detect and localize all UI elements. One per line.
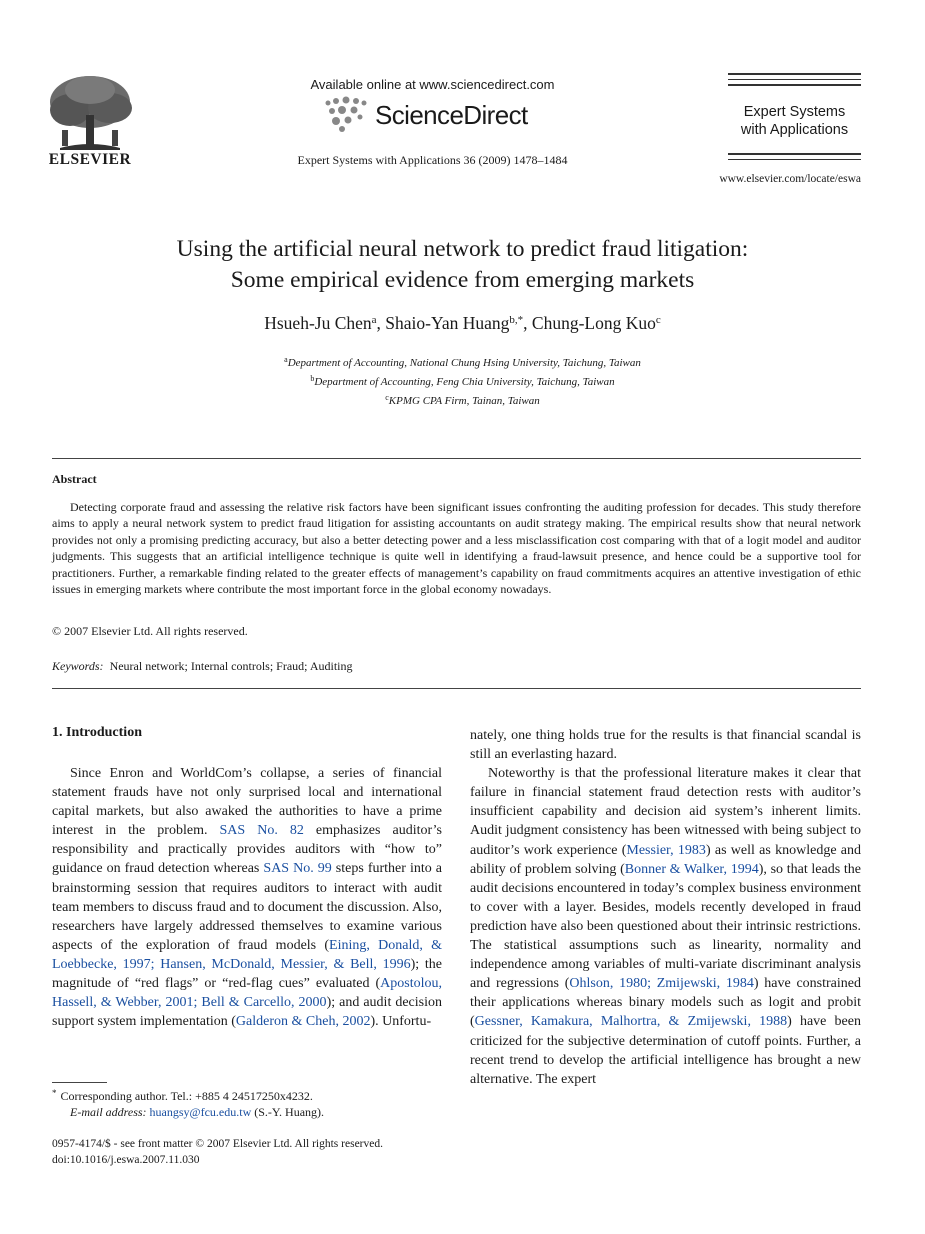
title-line1: Using the artificial neural network to predict fraud litigation: xyxy=(176,236,749,262)
affiliation-marker: a xyxy=(284,355,288,364)
body-text: Since Enron and WorldCom’s collapse, a series of financial statement frauds have not only surprised local and international capital markets, but also awaked the authorities to have a prime interest in the problem. xyxy=(52,766,442,839)
body-text: ) have constrained their applications whereas binary models such as logit and probit ( xyxy=(470,976,861,1030)
keywords xyxy=(52,659,353,674)
author-separator: , xyxy=(376,313,386,333)
article-title xyxy=(60,234,865,296)
footnote-email-link[interactable]: huangsy@fcu.edu.tw xyxy=(149,1105,252,1119)
issn-line: 0957-4174/$ - see front matter © 2007 Elsevier Ltd. All rights reserved. xyxy=(52,1138,383,1150)
affiliation-text: Department of Accounting, National Chung Hsing University, Taichung, Taiwan xyxy=(287,357,641,369)
citation-link[interactable]: Eining, Donald, & Loebbecke, 1997; Hansen, McDonald, Messier, & Bell, 1996 xyxy=(52,937,442,972)
body-text: steps further into a brainstorming session that requires auditors to interact with audit team members to discuss fraud and to document the discussion. Also, researchers have largely addressed themselves to examine various aspects of the exploration of fraud models ( xyxy=(52,861,442,953)
footnote-corresponding-text: Corresponding author. Tel.: +885 4 24517250x4232. xyxy=(60,1089,313,1103)
affiliation-text: KPMG CPA Firm, Tainan, Taiwan xyxy=(388,395,540,407)
author-affil-marker[interactable]: c xyxy=(655,314,661,326)
body-text: ), so that leads the audit decisions encountered in today’s complex business environment to cover with a layer. Besides, models recently developed in fraud prediction have also been questioned about their intrinsic restrictions. The statistical assumptions such as linearity, normality and independence among variables of multi-variate discriminant analysis and regressions ( xyxy=(470,861,861,992)
footnote-rule xyxy=(52,1082,107,1083)
journal-citation: Expert Systems with Applications 36 (2009) 1478–1484 xyxy=(297,153,568,167)
body-text: ) as well as knowledge and ability of problem solving ( xyxy=(470,842,862,877)
intro-right-column xyxy=(470,726,861,1089)
journal-header-rules-bottom xyxy=(728,153,861,164)
abstract-top-divider xyxy=(52,458,861,459)
affiliation-marker: b xyxy=(310,374,315,383)
author-name: Shaio-Yan Huang xyxy=(385,313,510,333)
author-affil-marker[interactable]: a xyxy=(371,314,377,326)
affiliation-marker: c xyxy=(385,393,389,402)
abstract-bottom-divider xyxy=(52,688,861,689)
right-para-noteworthy xyxy=(470,764,861,1089)
author-name: Chung-Long Kuo xyxy=(531,313,656,333)
citation-link[interactable]: Messier, 1983 xyxy=(626,842,706,858)
footnote-corresponding xyxy=(52,1085,324,1104)
section-heading: 1. Introduction xyxy=(52,725,142,740)
intro-left-column xyxy=(52,764,442,1031)
author-name: Hsueh-Ju Chen xyxy=(264,313,372,333)
body-text: ). Unfortu- xyxy=(370,1014,432,1030)
affiliations xyxy=(60,352,865,409)
affiliation-item xyxy=(60,371,865,390)
journal-url-link[interactable]: www.elsevier.com/locate/eswa xyxy=(719,173,861,185)
journal-name xyxy=(728,103,861,139)
affiliation-item xyxy=(60,390,865,409)
front-matter xyxy=(52,1137,383,1168)
citation-link[interactable]: Apostolou, Hassell, & Webber, 2001; Bell & Carcello, 2000 xyxy=(52,976,442,1011)
footnote xyxy=(52,1085,324,1120)
author-affil-marker[interactable]: b,* xyxy=(509,314,524,326)
author-separator: , xyxy=(523,313,532,333)
citation-link[interactable]: SAS No. 82 xyxy=(219,823,304,839)
journal-header-rules-top xyxy=(728,73,861,90)
right-para-continuation: nately, one thing holds true for the results is that financial scandal is still an everlasting hazard. xyxy=(470,728,861,763)
footnote-email-line xyxy=(52,1104,324,1120)
body-text: ); and audit decision support system implementation ( xyxy=(52,995,442,1030)
body-text: ); the magnitude of “red flags” or “red-flag cues” evaluated ( xyxy=(52,956,442,992)
abstract-text: Detecting corporate fraud and assessing the relative risk factors have been significant issues confronting the auditing profession for decades. This study therefore aims to apply a neural network system to predict fraud litigation for assisting accountants on audit strategy making. The empirical results show that neural network provides not only a promising predicting accuracy, but also a better detecting power and a less misclassification cost comparing with that of a logit model and auditor judgments. This suggests that an artificial intelligence technique is quite well in identifying a fraud-lawsuit presence, and hence could be a supportive tool for practitioners. Further, a remarkable finding related to the greater effects of management’s capability on fraud commitments acquires an attentive investigation of ethic issues in emerging markets where contribute the most important force in the global economy nowadays. xyxy=(52,500,861,597)
citation-link[interactable]: Galderon & Cheh, 2002 xyxy=(235,1014,371,1030)
keywords-label: Keywords: xyxy=(52,659,104,673)
citation-link[interactable]: Gessner, Kamakura, Malhortra, & Zmijewski, 1988 xyxy=(474,1014,788,1030)
title-line2: Some empirical evidence from emerging markets xyxy=(230,267,695,293)
available-online[interactable]: Available online at www.sciencedirect.com xyxy=(310,77,555,92)
author-list xyxy=(60,313,865,334)
footnote-email-label: E-mail address: xyxy=(70,1105,147,1119)
footnote-star: * xyxy=(52,1088,57,1098)
body-text: ) have been criticized for the subjective determination of cutoff points. Further, a recent trend to develop the artificial intelligence has brought a new alternative. The expert xyxy=(470,1014,861,1087)
citation-link[interactable]: SAS No. 99 xyxy=(263,861,332,877)
keywords-list: Neural network; Internal controls; Fraud; Auditing xyxy=(109,659,353,673)
body-text: emphasizes auditor’s responsibility and practically provides auditors with “how to” guidance on fraud detection whereas xyxy=(52,823,443,877)
affiliation-item xyxy=(60,352,865,371)
citation-link[interactable]: Ohlson, 1980; Zmijewski, 1984 xyxy=(569,976,754,992)
abstract-heading: Abstract xyxy=(52,472,97,486)
doi-line[interactable]: doi:10.1016/j.eswa.2007.11.030 xyxy=(52,1153,200,1166)
citation-link[interactable]: Bonner & Walker, 1994 xyxy=(624,861,759,877)
footnote-email-suffix: (S.-Y. Huang). xyxy=(251,1105,325,1119)
body-text: Noteworthy is that the professional literature makes it clear that failure in financial statement fraud detection rests with auditor’s insufficient capability and decision aid system’s inherent limits. Audit judgment consistency has been witnessed with being subject to auditor’s work experience ( xyxy=(470,766,861,858)
journal-name-line1: Expert Systems xyxy=(743,104,846,120)
abstract-copyright: © 2007 Elsevier Ltd. All rights reserved. xyxy=(52,624,248,638)
sciencedirect-wordmark: ScienceDirect xyxy=(375,100,528,130)
journal-name-line2: with Applications xyxy=(740,122,849,138)
affiliation-text: Department of Accounting, Feng Chia University, Taichung, Taiwan xyxy=(314,376,615,388)
publisher-name: ELSEVIER xyxy=(48,151,132,168)
